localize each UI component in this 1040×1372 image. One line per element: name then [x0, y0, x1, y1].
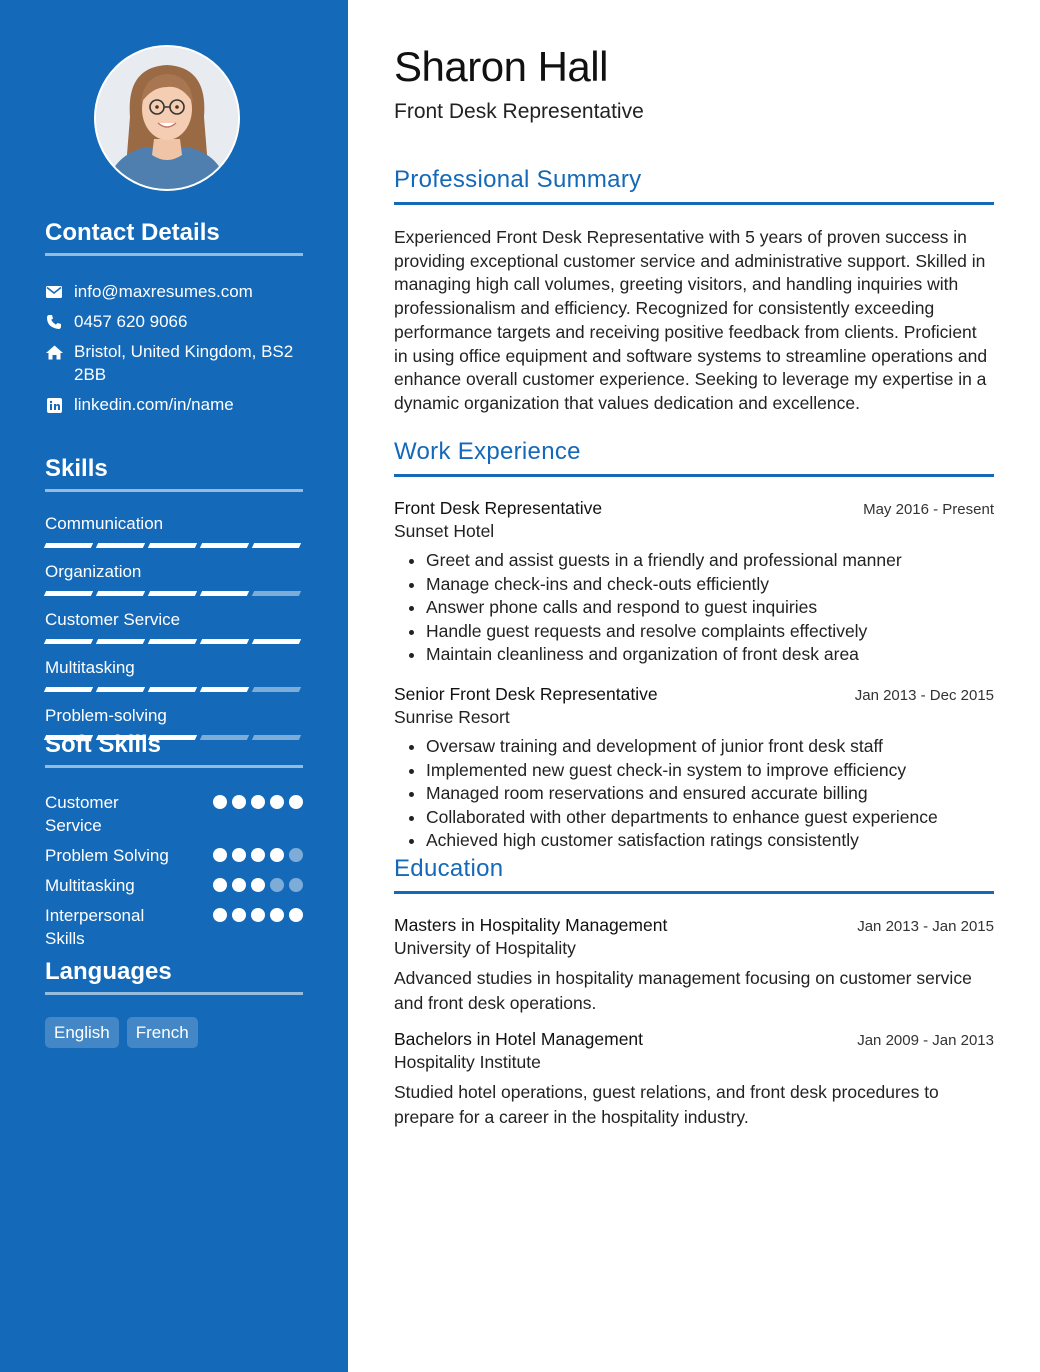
skill-level-segment [200, 687, 249, 692]
language-list [45, 1017, 303, 1048]
job-bullet: • Collaborated with other departments to enhance guest experience [426, 806, 994, 830]
languages-title: Languages [45, 958, 303, 995]
rating-dot [232, 795, 246, 809]
job-title: Front Desk Representative [394, 498, 603, 518]
rating-dot [289, 848, 303, 862]
soft-skill-rating [213, 848, 303, 862]
education-dates: Jan 2013 - Jan 2015 [857, 918, 994, 935]
rating-dot [251, 848, 265, 862]
school-name: University of Hospitality [394, 938, 576, 958]
education-dates: Jan 2009 - Jan 2013 [857, 1032, 994, 1049]
candidate-role: Front Desk Representative [394, 100, 644, 123]
skills-title: Skills [45, 455, 303, 492]
skills-section [45, 455, 303, 740]
rating-dot [232, 848, 246, 862]
skill-item [45, 610, 303, 644]
skill-level-bar [45, 543, 303, 548]
skill-level-segment [96, 591, 145, 596]
soft-skill-rating [213, 878, 303, 892]
summary-text: Experienced Front Desk Representative with 5 years of proven success in providing exceptional customer service and administrative support. Skilled in managing high call volumes, greeting visitors, and handling inquiries with professionalism and efficiency. Recognized for consistently exceeding performance targets and receiving positive feedback from clients. Proficient in using office equipment and software systems to streamline operations and enhance overall customer experience. Seeking to leverage my expertise in a dynamic organization that values dedication and excellence. [394, 227, 988, 413]
skill-level-segment [200, 639, 249, 644]
profile-photo [96, 47, 238, 189]
job-company: Sunset Hotel [394, 521, 495, 541]
language-badge: English [45, 1017, 119, 1048]
contact-email [45, 280, 303, 303]
skill-level-segment [44, 591, 93, 596]
job-bullet: • Maintain cleanliness and organization of front desk area [426, 643, 994, 667]
skill-level-bar [45, 639, 303, 644]
skill-item [45, 658, 303, 692]
job-bullet: • Managed room reservations and ensured accurate billing [426, 782, 994, 806]
rating-dot [213, 878, 227, 892]
summary-title: Professional Summary [394, 166, 994, 205]
envelope-icon [45, 283, 63, 301]
soft-skills-title: Soft Skills [45, 731, 303, 768]
contact-phone-text[interactable]: 0457 620 9066 [74, 312, 188, 331]
skill-level-segment [148, 543, 197, 548]
rating-dot [270, 878, 284, 892]
soft-skill-item [45, 904, 303, 950]
skills-list [45, 514, 303, 740]
contact-phone [45, 310, 303, 333]
rating-dot [232, 908, 246, 922]
soft-skill-rating [213, 908, 303, 922]
skill-level-segment [200, 543, 249, 548]
skill-level-segment [252, 543, 301, 548]
rating-dot [270, 848, 284, 862]
contact-linkedin [45, 393, 303, 416]
soft-skills-list [45, 791, 303, 950]
skill-level-bar [45, 591, 303, 596]
skill-name: Customer Service [45, 610, 181, 629]
rating-dot [213, 848, 227, 862]
skill-name: Problem-solving [45, 706, 167, 725]
language-badge: French [127, 1017, 198, 1048]
job-bullet: • Oversaw training and development of junior front desk staff [426, 735, 994, 759]
degree-title: Masters in Hospitality Management [394, 915, 668, 935]
job-bullet: • Answer phone calls and respond to guest inquiries [426, 596, 994, 620]
rating-dot [289, 795, 303, 809]
skill-level-segment [200, 591, 249, 596]
skill-level-segment [148, 687, 197, 692]
skill-name: Multitasking [45, 658, 135, 677]
linkedin-icon [45, 396, 63, 414]
skill-level-segment [252, 591, 301, 596]
languages-section [45, 958, 303, 1048]
skill-level-bar [45, 687, 303, 692]
school-name: Hospitality Institute [394, 1052, 541, 1072]
rating-dot [251, 878, 265, 892]
skill-level-segment [96, 543, 145, 548]
education-title: Education [394, 855, 994, 894]
skill-name: Communication [45, 514, 164, 533]
contact-section [45, 219, 303, 423]
rating-dot [213, 908, 227, 922]
skill-level-segment [96, 639, 145, 644]
contact-linkedin-text[interactable]: linkedin.com/in/name [74, 395, 234, 414]
home-icon [45, 343, 63, 361]
phone-icon [45, 313, 63, 331]
rating-dot [232, 878, 246, 892]
skill-level-segment [252, 687, 301, 692]
skill-level-segment [148, 639, 197, 644]
soft-skill-item [45, 874, 303, 897]
job-bullet: • Achieved high customer satisfaction ratings consistently [426, 829, 994, 853]
job-dates: May 2016 - Present [863, 501, 994, 518]
skill-level-segment [44, 687, 93, 692]
soft-skill-rating [213, 795, 303, 809]
rating-dot [289, 878, 303, 892]
soft-skill-name: Multitasking [45, 876, 135, 895]
job-entry [394, 498, 994, 667]
rating-dot [289, 908, 303, 922]
education-description: Studied hotel operations, guest relations, and front desk procedures to prepare for a career in the hospitality industry. [394, 1082, 939, 1127]
job-bullets [394, 735, 994, 853]
contact-address [45, 340, 303, 386]
soft-skill-name: Customer Service [45, 793, 119, 835]
contact-email-text[interactable]: info@maxresumes.com [74, 282, 253, 301]
rating-dot [251, 908, 265, 922]
skill-level-segment [252, 639, 301, 644]
rating-dot [270, 908, 284, 922]
skill-item [45, 514, 303, 548]
education-entry [394, 915, 994, 1015]
job-bullet: • Handle guest requests and resolve complaints effectively [426, 620, 994, 644]
avatar [94, 45, 240, 191]
skill-name: Organization [45, 562, 142, 581]
candidate-name: Sharon Hall [394, 43, 608, 90]
skill-level-segment [148, 591, 197, 596]
soft-skills-section [45, 731, 303, 950]
job-company: Sunrise Resort [394, 707, 510, 727]
skill-level-segment [44, 639, 93, 644]
contact-list [45, 280, 303, 416]
degree-title: Bachelors in Hotel Management [394, 1029, 644, 1049]
sidebar [0, 0, 348, 1372]
rating-dot [270, 795, 284, 809]
skill-level-segment [96, 687, 145, 692]
job-entry [394, 684, 994, 853]
job-bullets [394, 549, 994, 667]
experience-title: Work Experience [394, 438, 994, 477]
soft-skill-item [45, 791, 303, 837]
job-bullet: • Greet and assist guests in a friendly and professional manner [426, 549, 994, 573]
skill-level-segment [44, 543, 93, 548]
contact-title: Contact Details [45, 219, 303, 256]
education-description: Advanced studies in hospitality management focusing on customer service and front desk operations. [394, 968, 972, 1013]
soft-skill-item [45, 844, 303, 867]
contact-address-text: Bristol, United Kingdom, BS2 2BB [74, 342, 294, 384]
rating-dot [251, 795, 265, 809]
job-bullet: • Manage check-ins and check-outs efficiently [426, 573, 994, 597]
job-bullet: • Implemented new guest check-in system to improve efficiency [426, 759, 994, 783]
rating-dot [213, 795, 227, 809]
soft-skill-name: Problem Solving [45, 846, 169, 865]
soft-skill-name: Interpersonal Skills [45, 906, 145, 948]
job-dates: Jan 2013 - Dec 2015 [854, 687, 994, 704]
education-entry [394, 1029, 994, 1129]
skill-item [45, 562, 303, 596]
job-title: Senior Front Desk Representative [394, 684, 658, 704]
